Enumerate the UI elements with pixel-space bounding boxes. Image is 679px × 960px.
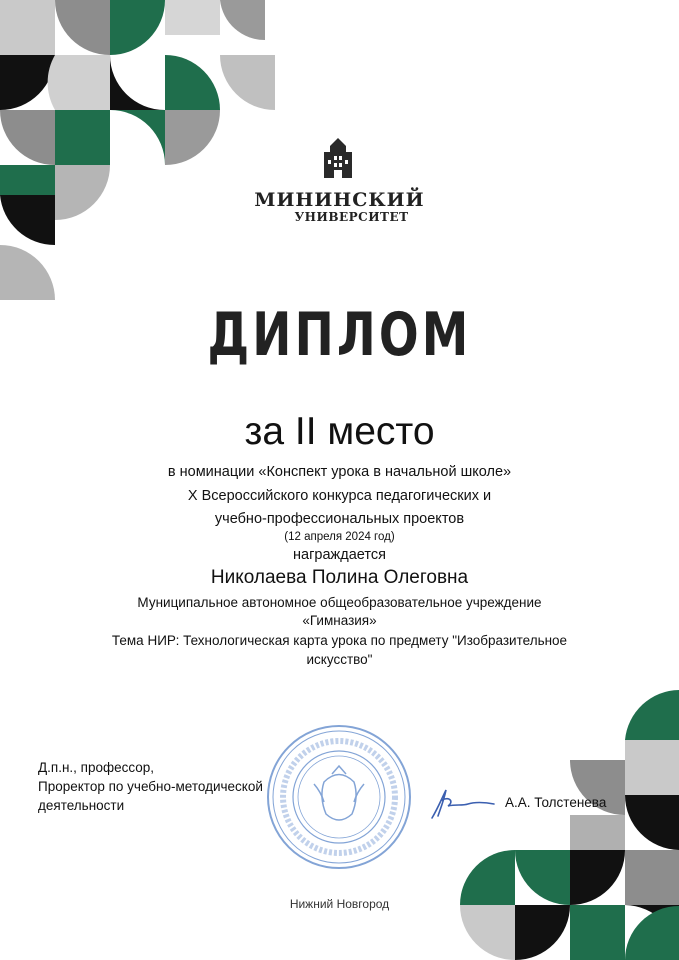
deco-tile xyxy=(625,795,679,850)
deco-tile xyxy=(625,906,679,960)
deco-tile xyxy=(0,245,55,300)
handwritten-signature xyxy=(428,786,498,822)
nomination-text: в номинации «Конспект урока в начальной школе» xyxy=(167,464,512,480)
signer-name: А.А. Толстенева xyxy=(505,795,607,810)
deco-tile xyxy=(55,0,110,55)
logo-line1: МИНИНСКИЙ xyxy=(254,189,425,211)
logo-line2: УНИВЕРСИТЕТ xyxy=(294,210,409,224)
deco-tile xyxy=(570,815,625,850)
deco-tile xyxy=(515,905,570,960)
institution-line-1: Муниципальное автономное общеобразовательное учреждение xyxy=(137,595,542,610)
signer-title xyxy=(38,758,263,815)
diploma-title: ДИПЛОМ xyxy=(207,300,472,370)
deco-tile xyxy=(48,55,110,110)
awarded-text: награждается xyxy=(293,547,386,563)
deco-tile xyxy=(55,110,110,165)
topic-line-2: искусство" xyxy=(306,652,373,667)
deco-tile xyxy=(165,0,220,35)
official-stamp xyxy=(264,722,414,872)
deco-tile xyxy=(110,0,165,55)
contest-date: (12 апреля 2024 год) xyxy=(284,531,395,543)
deco-tile xyxy=(165,110,220,165)
deco-tile xyxy=(110,55,165,110)
deco-tile xyxy=(165,55,220,110)
deco-tile xyxy=(625,740,679,795)
deco-tile xyxy=(460,905,515,960)
signer-title-line-2: Проректор по учебно-методической xyxy=(38,779,263,794)
contest-line-1: X Всероссийского конкурса педагогических и xyxy=(187,488,492,504)
deco-tile xyxy=(220,55,275,110)
deco-tile xyxy=(0,0,55,55)
deco-tile xyxy=(625,690,679,740)
city-name: Нижний Новгород xyxy=(289,897,390,911)
deco-tile xyxy=(0,110,55,165)
signer-title-line-1: Д.п.н., профессор, xyxy=(38,760,155,775)
institution-line-2: «Гимназия» xyxy=(302,613,377,628)
university-logo-icon xyxy=(318,136,358,180)
award-place: за II место xyxy=(244,410,435,453)
deco-tile xyxy=(110,110,165,165)
topic-line-1: Тема НИР: Технологическая карта урока по предмету "Изобразительное xyxy=(111,633,568,648)
deco-tile xyxy=(570,905,625,960)
signer-title-line-3: деятельности xyxy=(38,798,125,813)
recipient-name: Николаева Полина Олеговна xyxy=(210,567,469,588)
deco-tile xyxy=(220,0,265,40)
deco-tile xyxy=(0,55,55,110)
contest-line-2: учебно-профессиональных проектов xyxy=(214,511,465,527)
